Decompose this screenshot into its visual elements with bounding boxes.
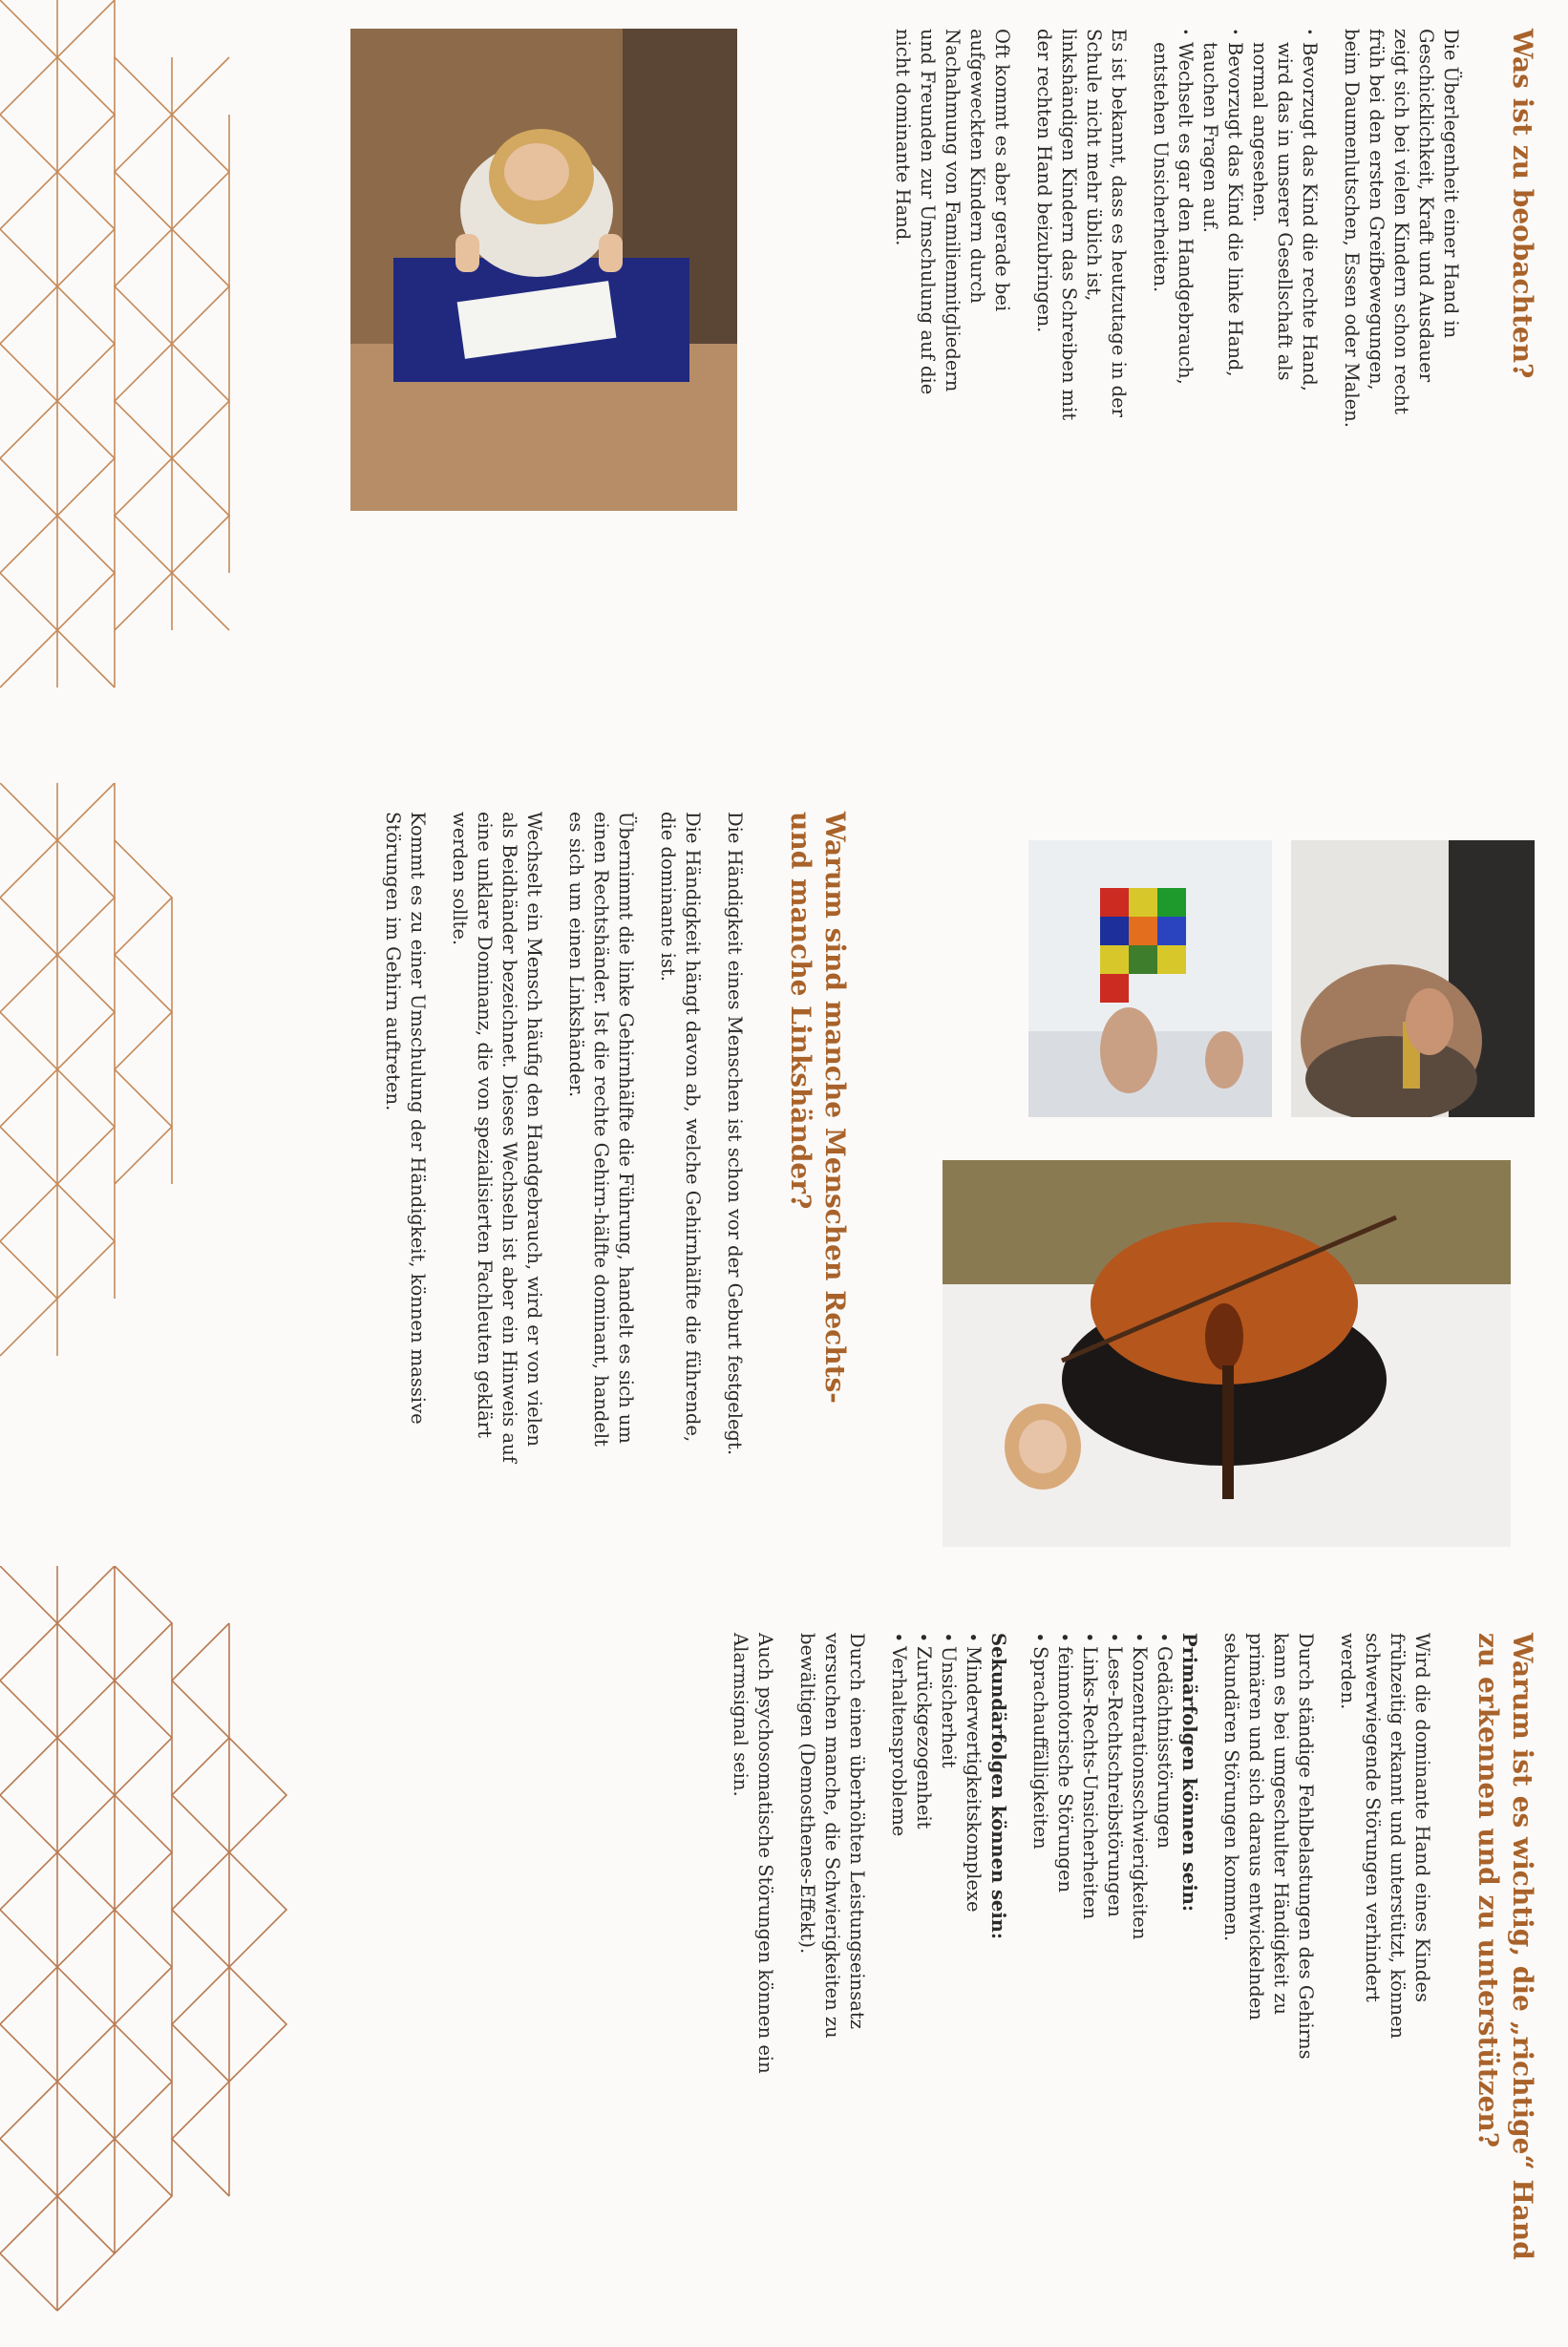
primary-effects-label: Primärfolgen können sein: — [1178, 1633, 1200, 1913]
observation-bullet: · Wechselt es gar den Handgebrauch, entstehen Unsicherheiten. — [1148, 29, 1197, 430]
primary-effect-item: • Lese-Rechtschreibstörungen — [1102, 1633, 1127, 2082]
handedness-paragraph-3: Übernimmt die linke Gehirnhälfte die Führung, handelt es sich um einen Rechtshänder. Ist die rechte Gehirn-hälfte dominant, handelt es sich um einen Linkshänder. — [565, 812, 637, 1447]
heading-handedness-line-2: und manche Linkshänder? — [785, 812, 816, 1210]
panel-observation — [0, 0, 1568, 783]
observation-paragraph-3: Oft kommt es aber gerade bei aufgeweckten Kindern durch Nachahmung von Familienmitgliedern und Freunden zur Umschulung auf die nicht dominante Hand. — [892, 29, 1013, 395]
lattice-decoration-left — [0, 0, 250, 783]
observation-bullet: · Bevorzugt das Kind die rechte Hand, wird das in unserer Gesellschaft als normal angesehen. — [1247, 29, 1322, 430]
primary-effect-item: • Konzentrationsschwierigkeiten — [1127, 1633, 1152, 2082]
secondary-effects-label: Sekundärfolgen können sein: — [987, 1633, 1009, 1940]
secondary-effect-item: • Unsicherheit — [936, 1633, 961, 2082]
observation-bullet: · Bevorzugt das Kind die linke Hand, tauchen Fragen auf. — [1197, 29, 1247, 430]
primary-effects-list — [1028, 1633, 1176, 2082]
importance-paragraph-4: Auch psychosomatische Störungen können ein Alarmsignal sein. — [730, 1633, 776, 2074]
heading-observation: Was ist zu beobachten? — [1507, 29, 1538, 379]
primary-effect-item: • Links-Rechts-Unsicherheiten — [1077, 1633, 1102, 2082]
secondary-effects-list — [886, 1633, 985, 2082]
primary-effect-item: • Gedächtnisstörungen — [1152, 1633, 1176, 2082]
importance-paragraph-1: Wird die dominante Hand eines Kindes frühzeitig erkannt und unterstützt, können schwerwiegende Störungen verhindert werden. — [1337, 1633, 1433, 2040]
primary-effect-item: • feinmotorische Störungen — [1052, 1633, 1077, 2082]
importance-paragraph-3: Durch einen überhöhten Leistungseinsatz versuchen manche, die Schwierigkeiten zu bewältigen (Demosthenes-Effekt). — [796, 1633, 868, 2039]
observation-bullets — [1148, 29, 1322, 430]
lattice-decoration-middle — [0, 783, 212, 1566]
importance-text — [710, 1633, 1434, 2082]
observation-paragraph-1: Die Überlegenheit einer Hand in Geschicklichkeit, Kraft und Ausdauer zeigt sich bei vielen Kindern schon recht früh bei den ersten Greifbewegungen, beim Daumenlutschen, Essen oder Malen. — [1341, 29, 1462, 428]
lattice-decoration-right — [0, 1566, 288, 2347]
panel-importance — [0, 1566, 1568, 2347]
handedness-text — [363, 812, 747, 1470]
primary-effect-item: • Sprachauffälligkeiten — [1028, 1633, 1052, 2082]
heading-handedness-line-1: Warum sind manche Menschen Rechts- — [819, 812, 851, 1404]
handedness-paragraph-5: Kommt es zu einer Umschulung der Händigkeit, können massive Störungen im Gehirn auftreten. — [382, 812, 429, 1425]
photo-phone-call — [1291, 840, 1535, 1117]
panel-handedness — [0, 783, 1568, 1566]
observation-paragraph-2: Es ist bekannt, dass es heutzutage in der Schule nicht mehr üblich ist, linkshändigen Kindern das Schreiben mit der rechten Hand beizubringen. — [1033, 29, 1130, 421]
importance-paragraph-2: Durch ständige Fehlbelastungen des Gehirns kann es bei umgeschulter Händigkeit zu primären und sich daraus entwickelnden sekundären Störungen kommen. — [1220, 1633, 1317, 2060]
handedness-paragraph-1: Die Händigkeit eines Menschen ist schon vor der Geburt festgelegt. — [724, 812, 746, 1456]
photo-cello-player — [943, 1160, 1511, 1547]
heading-importance-line-1: Warum ist es wichtig, die „richtige“ Hand — [1507, 1633, 1538, 2260]
heading-handedness — [783, 812, 852, 1537]
heading-importance — [1471, 1633, 1539, 2301]
photo-building-blocks — [1028, 840, 1272, 1117]
observation-text — [873, 29, 1463, 430]
secondary-effect-item: • Verhaltensprobleme — [886, 1633, 911, 2082]
handedness-paragraph-2: Die Händigkeit hängt davon ab, welche Gehirnhälfte die führende, die dominante ist. — [657, 812, 704, 1443]
secondary-effect-item: • Zurückgezogenheit — [911, 1633, 936, 2082]
heading-importance-line-2: zu erkennen und zu unterstützen? — [1473, 1633, 1504, 2148]
handedness-paragraph-4: Wechselt ein Mensch häufig den Handgebrauch, wird er von vielen als Beidhänder bezeichnet. Dieses Wechseln ist aber ein Hinweis auf eine unklare Dominanz, die von spezialisierten Fachleuten geklärt werden sollte. — [449, 812, 545, 1463]
photo-child-drawing — [350, 29, 737, 511]
secondary-effect-item: • Minderwertigkeitskomplexe — [961, 1633, 985, 2082]
